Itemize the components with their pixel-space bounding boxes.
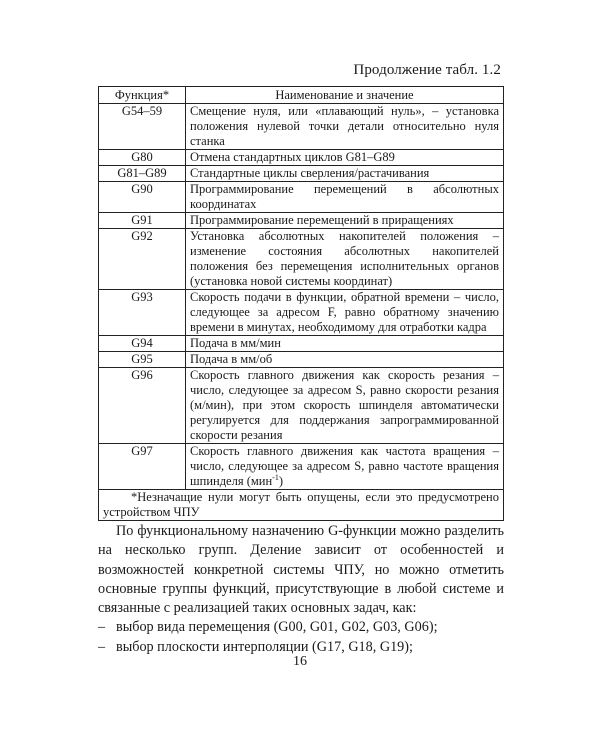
- table-row: [99, 229, 504, 290]
- table-continuation-label: Продолжение табл. 1.2: [353, 62, 501, 78]
- table-row: [99, 104, 504, 150]
- table-row: [99, 444, 504, 490]
- function-code: G92: [99, 229, 186, 290]
- footnote-row: [99, 490, 504, 521]
- list-item: [98, 618, 504, 637]
- table-footnote: *Незначащие нули могут быть опущены, если это предусмотрено устройством ЧПУ: [99, 490, 504, 521]
- page-number: 16: [293, 654, 307, 669]
- function-code: G81–G89: [99, 166, 186, 182]
- function-description: Программирование перемещений в абсолютных координатах: [186, 182, 504, 213]
- exponent: -1: [272, 472, 279, 482]
- function-description: Стандартные циклы сверления/растачивания: [186, 166, 504, 182]
- table-row: [99, 352, 504, 368]
- function-description: Скорость подачи в функции, обратной времени – число, следующее за адресом F, равно обратному значению времени в минутах, необходимому для отработки кадра: [186, 290, 504, 336]
- function-code: G54–59: [99, 104, 186, 150]
- g-functions-table: [98, 86, 504, 521]
- function-description: Скорость главного движения как скорость резания – число, следующее за адресом S, равно скорости резания (м/мин), при этом скорость шпинделя автоматически регулируется для поддержания запрограммированной скорости резания: [186, 368, 504, 444]
- dash-marker: –: [98, 619, 106, 636]
- function-code: G90: [99, 182, 186, 213]
- function-description: Подача в мм/об: [186, 352, 504, 368]
- intro-paragraph: По функциональному назначению G-функции можно разделить на несколько групп. Деление зависит от особенностей и возможностей конкретной системы ЧПУ, но можно отметить основные группы функций, присутствующие в любой системе и связанные с реализацией таких основных задач, как:: [98, 523, 504, 617]
- list-item-text: выбор вида перемещения (G00, G01, G02, G03, G06);: [116, 619, 438, 636]
- function-description: [186, 444, 504, 490]
- description-tail: ): [278, 474, 284, 488]
- function-code: G97: [99, 444, 186, 490]
- function-description: Установка абсолютных накопителей положения – изменение состояния абсолютных накопителей положения без перемещения исполнительных органов (установка новой системы координат): [186, 229, 504, 290]
- table-row: [99, 336, 504, 352]
- table-row: [99, 368, 504, 444]
- function-code: G94: [99, 336, 186, 352]
- table-header-row: [99, 87, 504, 104]
- function-code: G91: [99, 213, 186, 229]
- table-row: [99, 166, 504, 182]
- list-item-text: выбор плоскости интерполяции (G17, G18, G19);: [116, 638, 413, 655]
- table-row: [99, 290, 504, 336]
- function-description: Программирование перемещений в приращениях: [186, 213, 504, 229]
- function-description: Отмена стандартных циклов G81–G89: [186, 150, 504, 166]
- function-code: G96: [99, 368, 186, 444]
- function-description: Смещение нуля, или «плавающий нуль», – установка положения нулевой точки детали относительно нуля станка: [186, 104, 504, 150]
- function-code: G80: [99, 150, 186, 166]
- function-code: G93: [99, 290, 186, 336]
- table-row: [99, 182, 504, 213]
- column-header-description: Наименование и значение: [186, 87, 504, 104]
- task-list: [98, 618, 504, 657]
- description-text: Скорость главного движения как частота вращения – число, следующее за адресом S, равно частоте вращения шпинделя (мин: [190, 444, 499, 488]
- table-row: [99, 213, 504, 229]
- column-header-function: Функция*: [99, 87, 186, 104]
- body-text: [98, 522, 504, 657]
- table-row: [99, 150, 504, 166]
- function-description: Подача в мм/мин: [186, 336, 504, 352]
- dash-marker: –: [98, 638, 106, 655]
- function-code: G95: [99, 352, 186, 368]
